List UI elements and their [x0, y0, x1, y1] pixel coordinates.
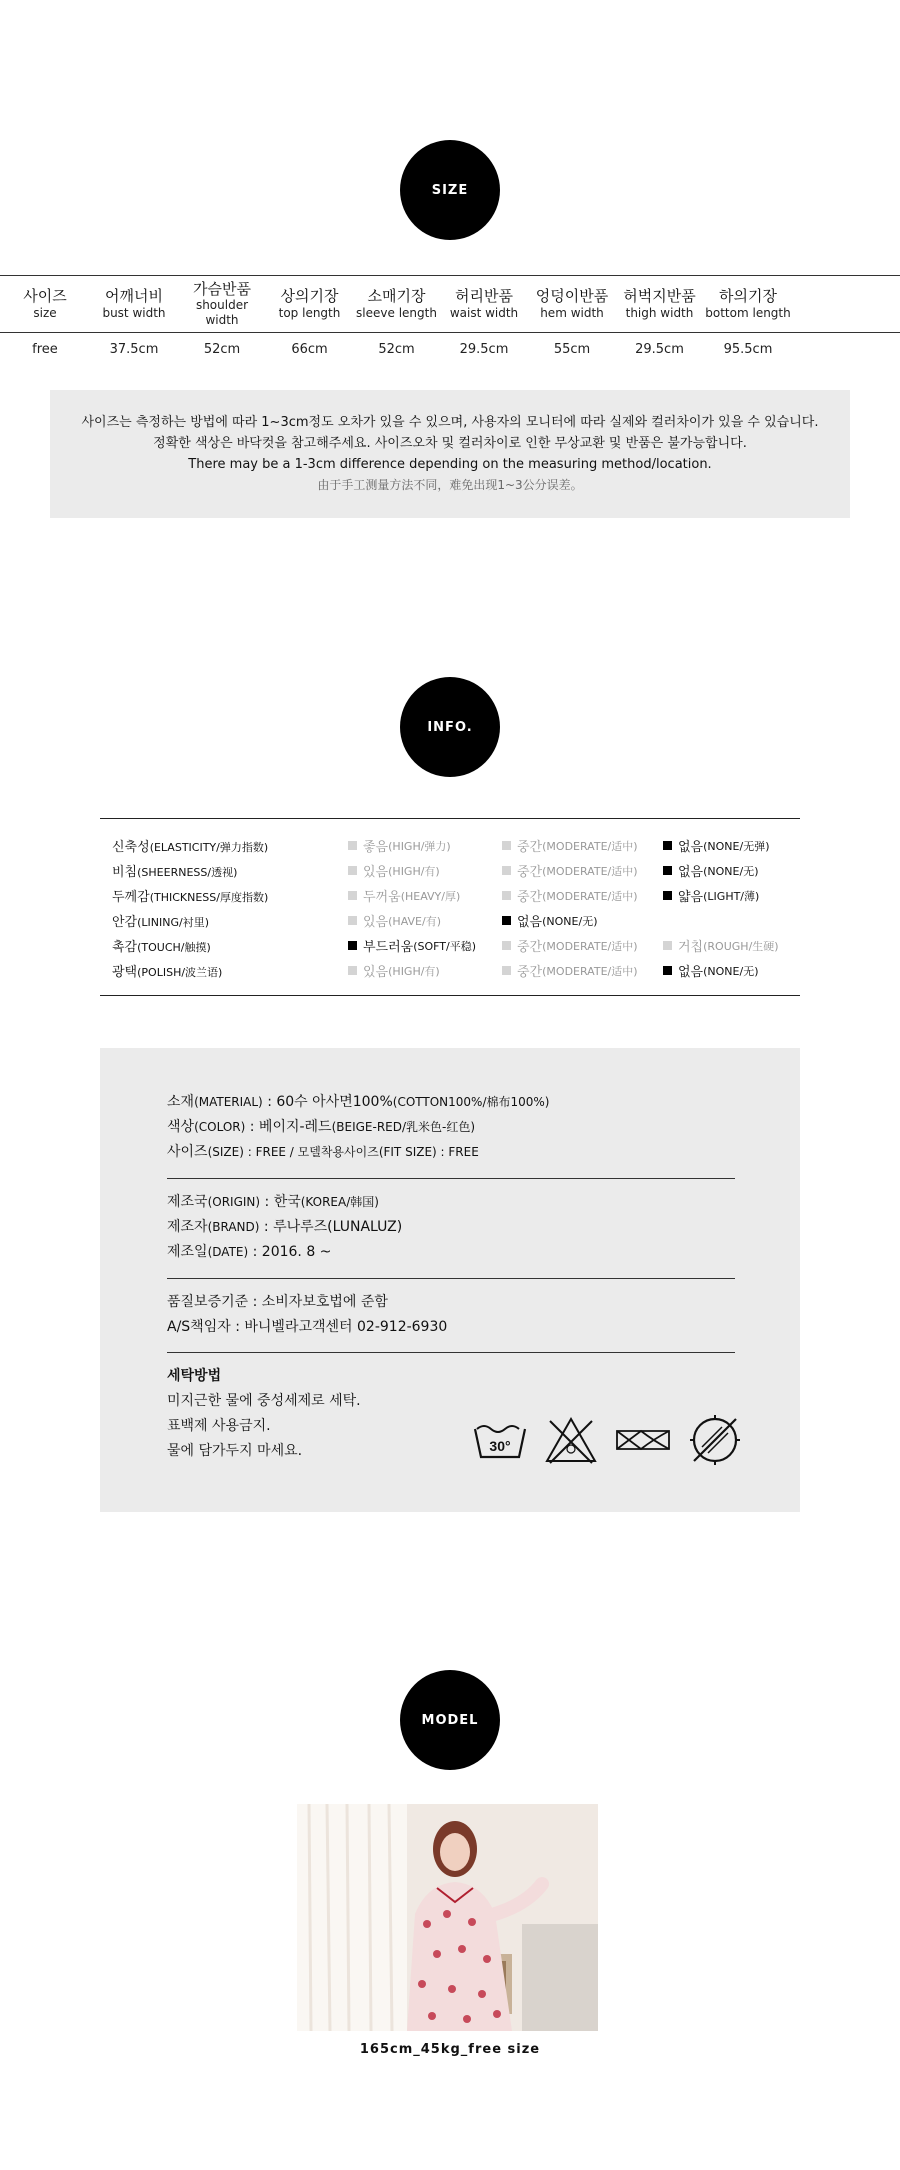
notice-line: 정확한 색상은 바닥컷을 참고해주세요. 사이즈오차 및 컬러차이로 인한 무상교환 및 반품은 불가능합니다. — [153, 436, 747, 451]
selected-square-icon — [348, 941, 357, 950]
brand-line: 제조자(BRAND) : 루나루즈(LUNALUZ) — [167, 1219, 403, 1235]
unselected-square-icon — [502, 866, 511, 875]
unselected-square-icon — [348, 966, 357, 975]
selected-square-icon — [663, 841, 672, 850]
unselected-square-icon — [502, 966, 511, 975]
wash-icons — [472, 1413, 758, 1471]
origin-line: 제조국(ORIGIN) : 한국(KOREA/韩国) — [167, 1194, 379, 1210]
quality-line: 품질보증기준 : 소비자보호법에 준함 — [167, 1294, 388, 1310]
info-row — [100, 833, 800, 858]
info-option: 두꺼움 (HEAVY/厚) — [348, 886, 502, 905]
unselected-square-icon — [348, 916, 357, 925]
info-option: 있음 (HIGH/有) — [348, 961, 502, 980]
size-cell: 95.5cm — [723, 341, 773, 357]
unselected-square-icon — [502, 891, 511, 900]
size-header-cell: 상의기장 top length — [278, 287, 341, 320]
size-table-header — [0, 276, 900, 332]
color-line: 색상(COLOR) : 베이지-레드(BEIGE-RED/乳米色-红色) — [167, 1119, 476, 1135]
info-option: 없음 (NONE/无) — [663, 961, 800, 980]
info-row — [100, 858, 800, 883]
no-dry-clean-icon — [688, 1413, 742, 1471]
size-cell: 66cm — [291, 341, 328, 357]
notice-line: There may be a 1-3cm difference depending on the measuring method/location. — [188, 457, 712, 472]
info-row-label: 신축성(ELASTICITY/弹力指数) — [112, 840, 269, 855]
size-header-cell: 사이즈 size — [23, 287, 67, 320]
info-row-label: 두께감(THICKNESS/厚度指数) — [112, 890, 269, 905]
info-option: 없음 (NONE/无) — [663, 861, 800, 880]
size-cell: 29.5cm — [635, 341, 684, 357]
unselected-square-icon — [502, 941, 511, 950]
size-table-row — [0, 333, 900, 367]
size-cell: 52cm — [203, 341, 241, 357]
info-option: 좋음 (HIGH/弹力) — [348, 836, 502, 855]
info-option: 중간 (MODERATE/适中) — [502, 961, 663, 980]
model-section-badge: MODEL — [400, 1670, 500, 1770]
unselected-square-icon — [663, 941, 672, 950]
info-table — [100, 818, 800, 996]
date-line: 제조일(DATE) : 2016. 8 ~ — [167, 1244, 332, 1260]
selected-square-icon — [663, 966, 672, 975]
size-cell: 29.5cm — [459, 341, 509, 357]
material-line: 소재(MATERIAL) : 60수 아사면100%(COTTON100%/棉布100%) — [167, 1094, 550, 1110]
info-option: 중간 (MODERATE/适中) — [502, 886, 663, 905]
unselected-square-icon — [348, 891, 357, 900]
info-row-label: 비침(SHEERNESS/透视) — [112, 865, 238, 880]
divider — [167, 1278, 735, 1279]
info-option: 있음 (HAVE/有) — [348, 911, 502, 930]
size-header-cell: 소매기장 sleeve length — [356, 287, 437, 320]
size-line: 사이즈(SIZE) : FREE / 모델착용사이즈(FIT SIZE) : FREE — [167, 1144, 479, 1160]
size-header-cell: 허벅지반품 thigh width — [623, 287, 696, 320]
selected-square-icon — [663, 891, 672, 900]
info-row-label: 촉감(TOUCH/触摸) — [112, 940, 211, 955]
selected-square-icon — [663, 866, 672, 875]
info-row — [100, 908, 800, 933]
svg-text:30°: 30° — [489, 1438, 511, 1454]
notice-line: 由于手工测量方法不同，难免出现1~3公分误差。 — [317, 478, 583, 492]
wash-line: 표백제 사용금지. — [167, 1418, 271, 1434]
info-row-label: 안감(LINING/衬里) — [112, 915, 210, 930]
info-option: 중간 (MODERATE/适中) — [502, 936, 663, 955]
unselected-square-icon — [502, 841, 511, 850]
size-table — [0, 275, 900, 367]
no-wring-icon — [614, 1425, 672, 1459]
notice-line: 사이즈는 측정하는 방법에 따라 1~3cm정도 오차가 있을 수 있으며, 사용자의 모니터에 따라 실제와 컬러차이가 있을 수 있습니다. — [81, 415, 819, 430]
info-row — [100, 933, 800, 958]
unselected-square-icon — [348, 866, 357, 875]
size-header-cell: 어깨너비 bust width — [102, 287, 166, 320]
unselected-square-icon — [348, 841, 357, 850]
info-row — [100, 883, 800, 908]
as-line: A/S책임자 : 바니벨라고객센터 02-912-6930 — [167, 1319, 448, 1335]
size-header-cell: 엉덩이반품 hem width — [535, 287, 609, 320]
size-notice-box — [50, 390, 850, 518]
info-option: 없음 (NONE/无弹) — [663, 836, 800, 855]
size-header-cell: 허리반품 waist width — [449, 287, 519, 320]
info-row-label: 광택(POLISH/波兰语) — [112, 965, 223, 980]
size-header-cell: 가슴반품 shoulder width — [193, 279, 251, 328]
material-box — [100, 1048, 800, 1512]
no-bleach-icon — [544, 1415, 598, 1469]
info-option: 부드러움 (SOFT/平稳) — [348, 936, 502, 955]
size-section-badge: SIZE — [400, 140, 500, 240]
info-option: 있음 (HIGH/有) — [348, 861, 502, 880]
divider — [167, 1352, 735, 1353]
selected-square-icon — [502, 916, 511, 925]
info-row — [100, 958, 800, 983]
size-cell: 37.5cm — [109, 341, 159, 357]
model-photo — [297, 1804, 598, 2031]
info-section-badge: INFO. — [400, 677, 500, 777]
wash-line: 물에 담가두지 마세요. — [167, 1443, 303, 1459]
info-option: 중간 (MODERATE/适中) — [502, 836, 663, 855]
wash-title: 세탁방법 — [167, 1368, 222, 1384]
size-cell: free — [32, 341, 58, 357]
size-cell: 52cm — [378, 341, 415, 357]
model-caption: 165cm_45kg_free size — [359, 2042, 541, 2057]
info-option: 없음 (NONE/无) — [502, 911, 663, 930]
wash-30-icon — [472, 1419, 528, 1465]
divider — [167, 1178, 735, 1179]
wash-line: 미지근한 물에 중성세제로 세탁. — [167, 1393, 361, 1409]
size-header-cell: 하의기장 bottom length — [705, 287, 791, 320]
info-option: 거칩 (ROUGH/生硬) — [663, 936, 800, 955]
info-option: 중간 (MODERATE/适中) — [502, 861, 663, 880]
size-cell: 55cm — [553, 341, 591, 357]
info-option: 얇음 (LIGHT/薄) — [663, 886, 800, 905]
